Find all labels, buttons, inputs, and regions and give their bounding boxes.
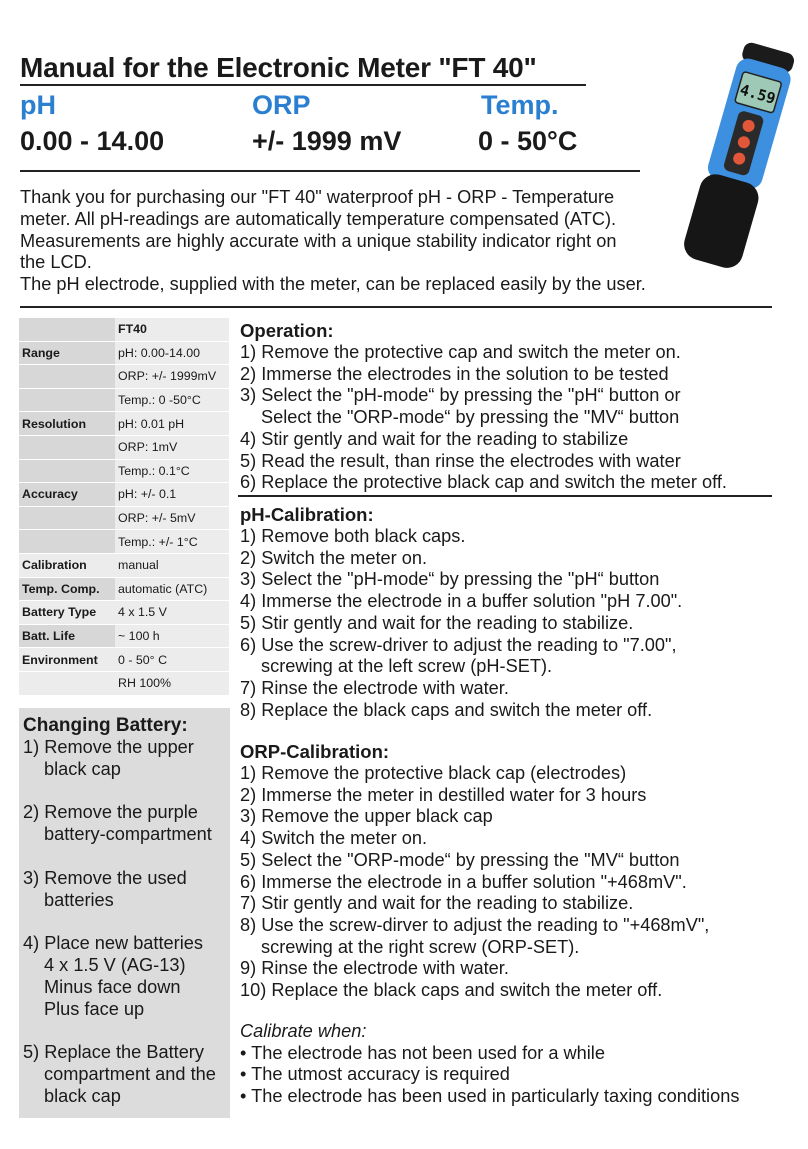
table-row — [19, 318, 229, 341]
spec-value: automatic (ATC) — [115, 577, 229, 601]
table-row — [19, 671, 229, 695]
table-row — [19, 412, 229, 436]
intro-paragraph — [20, 187, 700, 296]
spec-label — [19, 388, 115, 412]
table-row — [19, 553, 229, 577]
orp-calibration-title: ORP-Calibration: — [240, 741, 390, 762]
spec-value: ORP: +/- 1999mV — [115, 365, 229, 389]
orp-calibration-line: 9) Rinse the electrode with water. — [240, 958, 509, 979]
intro-line: Thank you for purchasing our "FT 40" waterproof pH - ORP - Temperature — [20, 187, 615, 207]
operation-line: 2) Immerse the electrodes in the solution to be tested — [240, 363, 669, 384]
spec-label: Accuracy — [19, 483, 115, 507]
spec-value: ORP: 1mV — [115, 435, 229, 459]
intro-divider — [20, 306, 772, 308]
orp-calibration-line: 10) Replace the black caps and switch the meter off. — [240, 980, 663, 1001]
battery-title: Changing Battery: — [23, 715, 188, 736]
battery-step-first: 4) Place new batteries — [23, 933, 203, 954]
ph-calibration-title: pH-Calibration: — [240, 504, 374, 525]
spec-value: ORP: +/- 5mV — [115, 506, 229, 530]
spec-value: Temp.: 0 -50°C — [115, 388, 229, 412]
calibrate-when-bullet: • The utmost accuracy is required — [240, 1064, 510, 1085]
battery-step-rest: battery-compartment — [44, 824, 212, 845]
params-underline — [20, 170, 640, 172]
param-range-ph: 0.00 - 14.00 — [20, 126, 165, 156]
ph-calibration-line: 3) Select the "pH-mode“ by pressing the "pH“ button — [240, 569, 660, 590]
param-label-orp: ORP — [252, 90, 311, 120]
spec-value: Temp.: +/- 1°C — [115, 530, 229, 554]
table-row — [19, 483, 229, 507]
battery-step-rest: compartment and the black cap — [44, 1063, 216, 1106]
table-row — [19, 506, 229, 530]
spec-label: Batt. Life — [19, 624, 115, 648]
battery-step-rest: batteries — [44, 889, 114, 910]
calibrate-when-bullet: • The electrode has been used in particularly taxing conditions — [240, 1086, 740, 1107]
intro-line: meter. All pH-readings are automatically temperature compensated (ATC). — [20, 208, 617, 229]
spec-value: 4 x 1.5 V — [115, 601, 229, 625]
spec-label — [19, 671, 115, 695]
battery-step-first: 5) Replace the Battery — [23, 1042, 204, 1063]
table-row — [19, 601, 229, 625]
calibrate-when-bullet: • The electrode has not been used for a while — [240, 1042, 605, 1063]
page-title: Manual for the Electronic Meter "FT 40" — [20, 52, 537, 83]
spec-label: Environment — [19, 648, 115, 672]
operation-line: 5) Read the result, than rinse the electrodes with water — [240, 450, 681, 471]
spec-label — [19, 459, 115, 483]
operation-divider — [238, 495, 772, 497]
calibrate-when-title: Calibrate when: — [240, 1021, 367, 1041]
param-label-ph: pH — [20, 90, 56, 120]
orp-calibration-line: 5) Select the "ORP-mode“ by pressing the "MV“ button — [240, 849, 680, 870]
battery-step — [23, 737, 226, 781]
table-row — [19, 459, 229, 483]
param-range-temp: 0 - 50°C — [478, 126, 578, 156]
ph-calibration-line: screwing at the left screw (pH-SET). — [261, 656, 553, 677]
battery-step — [23, 933, 226, 1020]
operation-line: Select the "ORP-mode“ by pressing the "MV“ button — [261, 407, 680, 428]
orp-calibration-line: 2) Immerse the meter in destilled water for 3 hours — [240, 784, 647, 805]
spec-label — [19, 435, 115, 459]
intro-line: the LCD. — [20, 252, 92, 273]
spec-label: Resolution — [19, 412, 115, 436]
battery-step — [23, 868, 226, 912]
table-row — [19, 365, 229, 389]
table-row — [19, 388, 229, 412]
orp-calibration-line: 7) Stir gently and wait for the reading to stabilize. — [240, 893, 634, 914]
battery-step-rest: black cap — [44, 758, 121, 779]
ph-calibration-line: 2) Switch the meter on. — [240, 547, 428, 568]
table-row — [19, 624, 229, 648]
ph-calibration-line: 1) Remove both black caps. — [240, 526, 466, 546]
ph-calibration-section — [240, 504, 682, 721]
spec-label: Battery Type — [19, 601, 115, 625]
operation-line: 3) Select the "pH-mode“ by pressing the "pH“ button or — [240, 385, 681, 406]
intro-line: Measurements are highly accurate with a unique stability indicator right on — [20, 230, 617, 251]
spec-label — [19, 530, 115, 554]
spec-value: 0 - 50° C — [115, 648, 229, 672]
orp-calibration-line: screwing at the right screw (ORP-SET). — [261, 936, 580, 957]
battery-step-first: 3) Remove the used — [23, 867, 187, 888]
table-row — [19, 648, 229, 672]
spec-value: RH 100% — [115, 671, 229, 695]
battery-step — [23, 802, 226, 846]
ph-calibration-line: 8) Replace the black caps and switch the meter off. — [240, 699, 653, 720]
spec-value: pH: 0.00-14.00 — [115, 341, 229, 365]
orp-calibration-line: 6) Immerse the electrode in a buffer solution "+468mV". — [240, 871, 687, 892]
operation-title: Operation: — [240, 320, 334, 341]
spec-label: Temp. Comp. — [19, 577, 115, 601]
operation-line: 1) Remove the protective cap and switch the meter on. — [240, 342, 681, 362]
spec-value: manual — [115, 553, 229, 577]
spec-label: Range — [19, 341, 115, 365]
ph-calibration-line: 6) Use the screw-driver to adjust the reading to "7.00", — [240, 634, 677, 655]
operation-line: 6) Replace the protective black cap and switch the meter off. — [240, 472, 727, 493]
table-row — [19, 530, 229, 554]
orp-calibration-line: 1) Remove the protective black cap (electrodes) — [240, 763, 627, 783]
battery-step-first: 2) Remove the purple — [23, 802, 198, 823]
table-row — [19, 435, 229, 459]
spec-label — [19, 318, 115, 341]
orp-calibration-section — [240, 741, 709, 1002]
orp-calibration-line: 8) Use the screw-dirver to adjust the reading to "+468mV", — [240, 914, 710, 935]
changing-battery-box — [19, 708, 230, 1118]
title-underline — [20, 84, 586, 86]
spec-value: pH: +/- 0.1 — [115, 483, 229, 507]
param-label-temp: Temp. — [481, 90, 559, 120]
calibrate-when-section — [240, 1021, 739, 1108]
spec-value: Temp.: 0.1°C — [115, 459, 229, 483]
operation-section — [240, 320, 727, 494]
battery-step-first: 1) Remove the upper — [23, 737, 194, 757]
orp-calibration-line: 4) Switch the meter on. — [240, 828, 428, 849]
specs-table — [19, 318, 229, 696]
ph-calibration-line: 7) Rinse the electrode with water. — [240, 677, 509, 698]
param-range-orp: +/- 1999 mV — [252, 126, 402, 156]
battery-step — [23, 1042, 226, 1107]
orp-calibration-line: 3) Remove the upper black cap — [240, 806, 493, 827]
spec-label — [19, 506, 115, 530]
spec-label — [19, 365, 115, 389]
spec-value: ~ 100 h — [115, 624, 229, 648]
ph-calibration-line: 4) Immerse the electrode in a buffer solution "pH 7.00". — [240, 591, 683, 612]
operation-line: 4) Stir gently and wait for the reading to stabilize — [240, 428, 629, 449]
intro-line: The pH electrode, supplied with the meter, can be replaced easily by the user. — [20, 274, 646, 295]
spec-model: FT40 — [115, 318, 229, 341]
spec-value: pH: 0.01 pH — [115, 412, 229, 436]
ph-calibration-line: 5) Stir gently and wait for the reading to stabilize. — [240, 612, 634, 633]
spec-label: Calibration — [19, 553, 115, 577]
battery-step-rest: 4 x 1.5 V (AG-13) Minus face down Plus face up — [44, 954, 186, 1019]
meter-lcd-reading: 4.59 — [737, 80, 778, 108]
table-row — [19, 577, 229, 601]
table-row — [19, 341, 229, 365]
